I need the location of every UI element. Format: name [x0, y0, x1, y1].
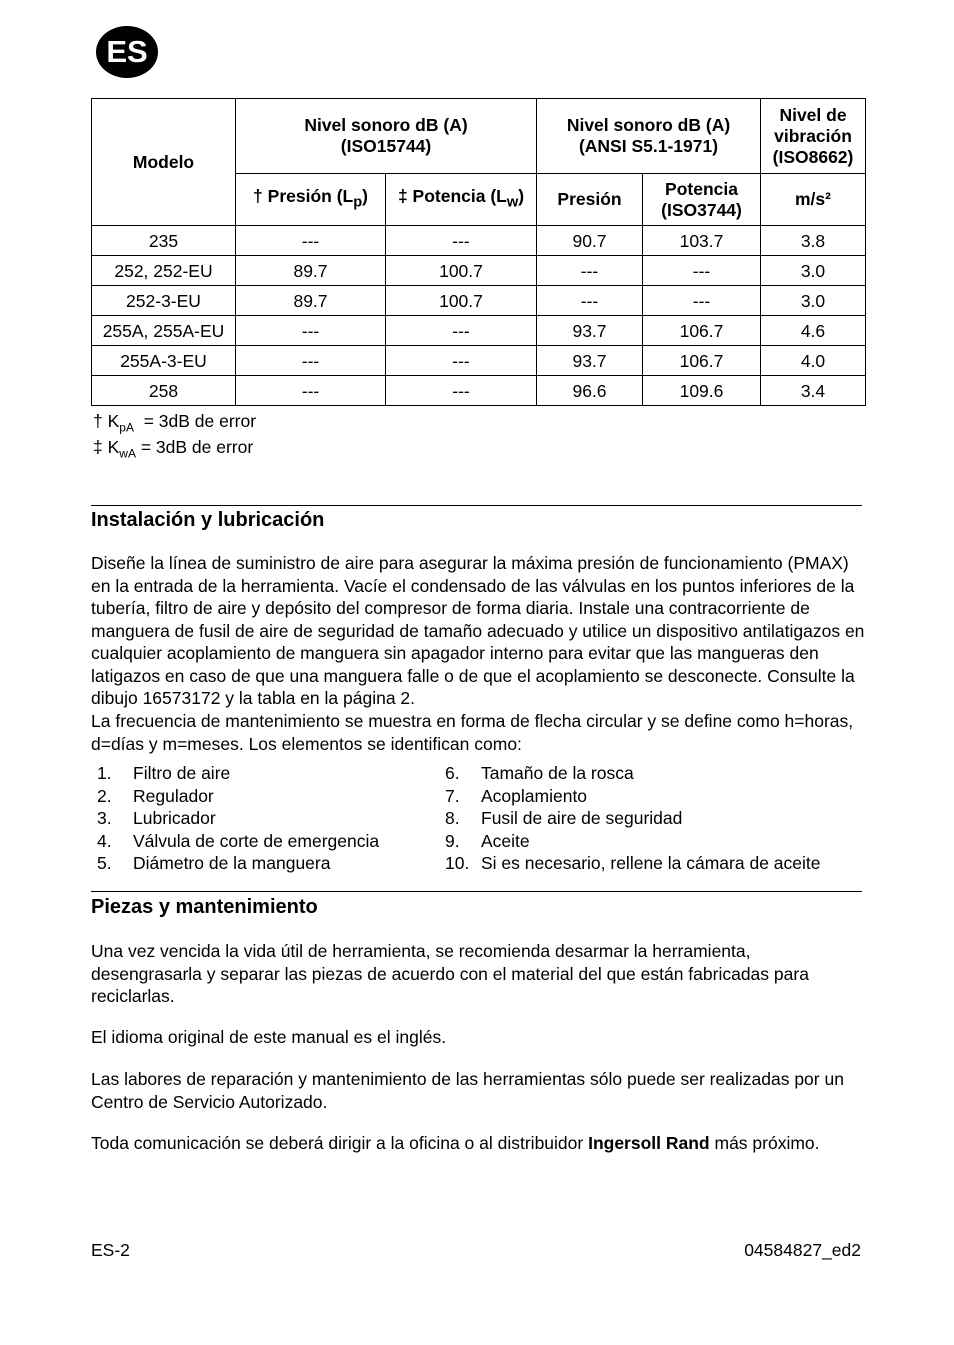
cell-model: 252, 252-EU	[92, 256, 236, 286]
header-vibration-unit: m/s²	[761, 174, 866, 226]
cell: ---	[236, 226, 386, 256]
list-item: 6. Tamaño de la rosca	[445, 763, 634, 783]
recycling-paragraph: Una vez vencida la vida útil de herramienta, se recomienda desarmar la herramienta, desengrasarla y separar las piezas de acuerdo con el material del que están fabricadas para reciclarlas.	[91, 941, 809, 1006]
contact-paragraph: Toda comunicación se deberá dirigir a la oficina o al distribuidor Ingersoll Rand más próximo.	[91, 1133, 820, 1153]
cell: ---	[386, 346, 537, 376]
cell: ---	[643, 286, 761, 316]
cell: ---	[537, 256, 643, 286]
table-row	[92, 346, 866, 376]
cell: 4.0	[761, 346, 866, 376]
section-divider	[91, 891, 862, 892]
cell-model: 235	[92, 226, 236, 256]
header-iso15744: Nivel sonoro dB (A) (ISO15744)	[236, 99, 537, 174]
cell: 93.7	[537, 346, 643, 376]
list-item: 8. Fusil de aire de seguridad	[445, 808, 683, 828]
maintenance-frequency-paragraph: La frecuencia de mantenimiento se muestra en forma de flecha circular y se define como h=horas, d=días y m=meses. Los elementos se identifican como:	[91, 711, 854, 754]
cell: 3.4	[761, 376, 866, 406]
installation-heading: Instalación y lubricación	[91, 509, 325, 531]
cell: ---	[537, 286, 643, 316]
footnote-kpa: † $K_{pA} = 3dB$ de error	[93, 411, 257, 435]
cell: 106.7	[643, 346, 761, 376]
table-row	[92, 286, 866, 316]
header-ansi: Nivel sonoro dB (A) (ANSI S5.1-1971)	[537, 99, 761, 174]
cell-model: 252-3-EU	[92, 286, 236, 316]
cell: 3.0	[761, 256, 866, 286]
page-number: ES-2	[91, 1240, 130, 1260]
table-row	[92, 316, 866, 346]
installation-paragraph: Diseñe la línea de suministro de aire para asegurar la máxima presión de funcionamiento (PMAX) en la entrada de la herramienta. Vacíe el condensado de las válvulas en los puntos inferiores de la tubería, filtro de aire y depósito del compresor de forma diaria. Instale una contracorriente de manguera de fusil de aire de seguridad de tamaño adecuado y utilice un dispositivo antilatigazos en cualquier acoplamiento de manguera sin apagador interno para evitar que las mangueras den latigazos en caso de que una manguera falle o de que el acoplamiento se desconecte. Consulte la dibujo 16573172 y la tabla en la página 2.	[91, 553, 865, 708]
repair-paragraph: Las labores de reparación y mantenimiento de las herramientas sólo puede ser realizadas por un Centro de Servicio Autorizado.	[91, 1069, 844, 1112]
cell: ---	[236, 316, 386, 346]
footnote-kwa: ‡ $K_{wA} = 3dB$ de error	[93, 437, 254, 461]
table-row	[92, 226, 866, 256]
list-item: 2. Regulador	[97, 785, 214, 806]
element-list-right	[439, 762, 821, 875]
document-code: 04584827_ed2	[744, 1240, 861, 1260]
list-item: 1. Filtro de aire	[97, 763, 231, 783]
cell: ---	[386, 226, 537, 256]
header-vibration: Nivel de vibración (ISO8662)	[761, 99, 866, 174]
cell: 100.7	[386, 286, 537, 316]
cell: 3.8	[761, 226, 866, 256]
header-model: Modelo	[92, 99, 236, 226]
cell: 3.0	[761, 286, 866, 316]
cell: 96.6	[537, 376, 643, 406]
cell-model: 255A-3-EU	[92, 346, 236, 376]
list-item: 3. Lubricador	[97, 808, 216, 828]
header-power-lw: ‡ Potencia $(L_w)$	[386, 174, 537, 226]
brand-name: Ingersoll Rand	[588, 1133, 710, 1153]
cell: 89.7	[236, 286, 386, 316]
list-item: 5. Diámetro de la manguera	[97, 853, 331, 873]
list-item: 7. Acoplamiento	[445, 785, 588, 806]
cell: ---	[236, 346, 386, 376]
cell: 103.7	[643, 226, 761, 256]
header-pressure-lp: † Presión $(L_p)$	[236, 174, 386, 226]
header-ansi-pressure: Presión	[537, 174, 643, 226]
header-ansi-power: Potencia (ISO3744)	[643, 174, 761, 226]
list-item: 10. Si es necesario, rellene la cámara de aceite	[445, 853, 821, 873]
cell: 106.7	[643, 316, 761, 346]
cell: ---	[386, 316, 537, 346]
cell: ---	[386, 376, 537, 406]
noise-vibration-table	[91, 98, 866, 406]
cell: 109.6	[643, 376, 761, 406]
cell-model: 258	[92, 376, 236, 406]
table-row	[92, 376, 866, 406]
parts-heading: Piezas y mantenimiento	[91, 896, 318, 918]
language-badge: ES	[96, 26, 158, 78]
cell-model: 255A, 255A-EU	[92, 316, 236, 346]
cell: 90.7	[537, 226, 643, 256]
cell: 89.7	[236, 256, 386, 286]
cell: ---	[643, 256, 761, 286]
list-item: 4. Válvula de corte de emergencia	[97, 830, 380, 851]
table-row	[92, 256, 866, 286]
cell: ---	[236, 376, 386, 406]
cell: 93.7	[537, 316, 643, 346]
original-language-paragraph: El idioma original de este manual es el inglés.	[91, 1027, 447, 1047]
cell: 4.6	[761, 316, 866, 346]
list-item: 9. Aceite	[445, 830, 530, 851]
section-divider	[91, 505, 862, 506]
element-list-left	[91, 762, 379, 875]
cell: 100.7	[386, 256, 537, 286]
